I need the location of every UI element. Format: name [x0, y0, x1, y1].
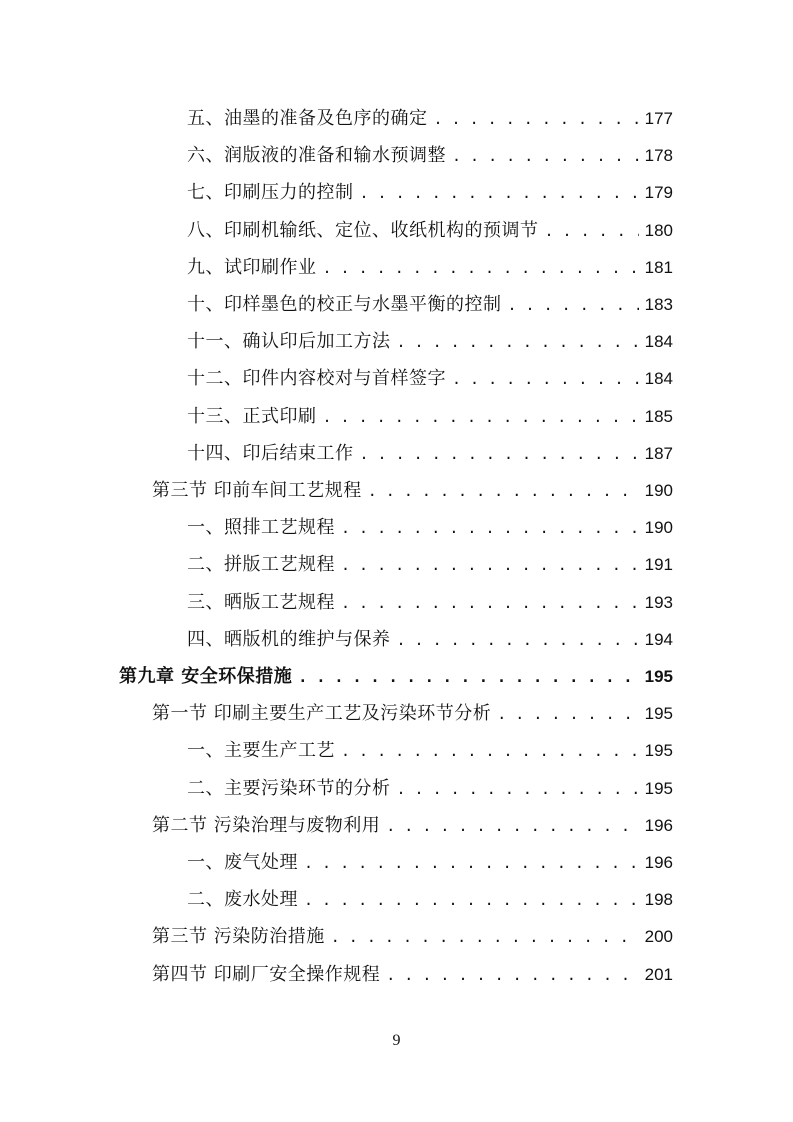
toc-entry-page-number: 181	[644, 257, 673, 277]
dot-leader	[434, 101, 639, 138]
toc-entry-label: 第九章 安全环保措施	[119, 666, 293, 687]
toc-entry-label: 二、拼版工艺规程	[187, 554, 335, 576]
toc-entry-label: 十、印样墨色的校正与水墨平衡的控制	[187, 294, 502, 315]
toc-entry-label: 五、油墨的准备及色序的确定	[187, 108, 428, 129]
toc-section-entry[interactable]	[152, 695, 673, 732]
toc-entry-label: 十一、确认印后加工方法	[187, 331, 391, 353]
toc-entry-label: 第三节 印前车间工艺规程	[152, 480, 362, 501]
dot-leader	[508, 287, 639, 324]
toc-entry-label: 第四节 印刷厂安全操作规程	[152, 963, 381, 985]
toc-entry-page-number: 184	[644, 332, 673, 352]
dot-leader	[397, 324, 639, 361]
dot-leader	[368, 473, 639, 510]
toc-subsection-entry[interactable]	[187, 881, 673, 918]
toc-entry-page-number: 193	[644, 592, 673, 612]
toc-entry-page-number: 191	[644, 555, 673, 575]
dot-leader	[452, 361, 639, 398]
toc-entry-label: 十二、印件内容校对与首样签字	[187, 368, 446, 390]
toc-entry-page-number: 198	[644, 890, 673, 910]
toc-entry-label: 二、废水处理	[187, 889, 298, 911]
toc-entry-page-number: 190	[644, 481, 673, 500]
page-number: 9	[392, 1032, 401, 1049]
toc-entry-label: 十四、印后结束工作	[187, 442, 354, 464]
toc-subsection-entry[interactable]	[187, 546, 673, 583]
toc-subsection-entry[interactable]	[187, 212, 673, 249]
toc-entry-label: 十三、正式印刷	[187, 405, 317, 427]
toc-entry-page-number: 196	[644, 853, 673, 872]
dot-leader	[323, 250, 639, 287]
toc-subsection-entry[interactable]	[187, 398, 673, 435]
dot-leader	[360, 436, 639, 473]
toc-entry-label: 七、印刷压力的控制	[187, 182, 354, 204]
toc-subsection-entry[interactable]	[187, 844, 673, 881]
toc-subsection-entry[interactable]	[187, 770, 673, 807]
toc-entry-label: 三、晒版工艺规程	[187, 591, 335, 613]
dot-leader	[397, 771, 639, 808]
dot-leader	[397, 622, 639, 659]
dot-leader	[298, 659, 638, 696]
toc-entry-label: 第二节 污染治理与废物利用	[152, 814, 381, 836]
toc-section-entry[interactable]	[152, 956, 673, 993]
toc-entry-page-number: 187	[644, 443, 673, 463]
toc-section-entry[interactable]	[152, 472, 673, 509]
toc-subsection-entry[interactable]	[187, 174, 673, 211]
toc-entry-label: 八、印刷机输纸、定位、收纸机构的预调节	[187, 219, 539, 241]
toc-entry-page-number: 195	[644, 667, 673, 686]
dot-leader	[360, 175, 639, 212]
dot-leader	[341, 585, 639, 622]
toc-entry-page-number: 177	[644, 109, 673, 128]
toc-entry-page-number: 201	[644, 964, 673, 984]
toc-entry-page-number: 179	[644, 183, 673, 203]
dot-leader	[341, 733, 639, 770]
dot-leader	[545, 213, 639, 250]
toc-entry-page-number: 184	[644, 369, 673, 389]
toc-chapter-entry[interactable]	[119, 658, 673, 695]
toc-subsection-entry[interactable]	[187, 286, 673, 323]
dot-leader	[331, 919, 639, 956]
toc-entry-page-number: 194	[644, 629, 673, 649]
toc-entry-page-number: 180	[644, 220, 673, 240]
toc-section-entry[interactable]	[152, 807, 673, 844]
toc-entry-page-number: 195	[644, 704, 673, 724]
dot-leader	[341, 547, 639, 584]
toc-entry-label: 一、主要生产工艺	[187, 740, 335, 762]
toc-entry-page-number: 195	[644, 778, 673, 798]
toc-entry-page-number: 190	[644, 518, 673, 538]
toc-subsection-entry[interactable]	[187, 509, 673, 546]
toc-entry-page-number: 185	[644, 406, 673, 426]
dot-leader	[497, 696, 638, 733]
toc-entry-label: 四、晒版机的维护与保养	[187, 628, 391, 650]
toc-entry-label: 六、润版液的准备和输水预调整	[187, 145, 446, 167]
toc-entry-page-number: 178	[644, 146, 673, 166]
dot-leader	[304, 882, 639, 919]
toc-entry-page-number: 195	[644, 741, 673, 761]
toc-subsection-entry[interactable]	[187, 323, 673, 360]
toc-subsection-entry[interactable]	[187, 100, 673, 137]
toc-subsection-entry[interactable]	[187, 621, 673, 658]
dot-leader	[452, 138, 639, 175]
toc-entry-label: 九、试印刷作业	[187, 256, 317, 278]
toc-subsection-entry[interactable]	[187, 435, 673, 472]
toc-entry-label: 一、照排工艺规程	[187, 517, 335, 539]
toc-entry-label: 第三节 污染防治措施	[152, 926, 325, 948]
toc-entry-label: 二、主要污染环节的分析	[187, 777, 391, 799]
toc-entry-page-number: 183	[644, 295, 673, 314]
dot-leader	[386, 957, 638, 994]
dot-leader	[341, 510, 639, 547]
toc-subsection-entry[interactable]	[187, 360, 673, 397]
toc-entry-label: 第一节 印刷主要生产工艺及污染环节分析	[152, 703, 492, 725]
toc-subsection-entry[interactable]	[187, 584, 673, 621]
toc-section-entry[interactable]	[152, 918, 673, 955]
toc-subsection-entry[interactable]	[187, 137, 673, 174]
toc-entry-page-number: 200	[644, 927, 673, 947]
dot-leader	[386, 808, 638, 845]
toc-entry-label: 一、废气处理	[187, 852, 298, 873]
dot-leader	[323, 399, 639, 436]
dot-leader	[304, 845, 639, 882]
toc-subsection-entry[interactable]	[187, 249, 673, 286]
toc-entry-page-number: 196	[644, 815, 673, 835]
toc-subsection-entry[interactable]	[187, 732, 673, 769]
